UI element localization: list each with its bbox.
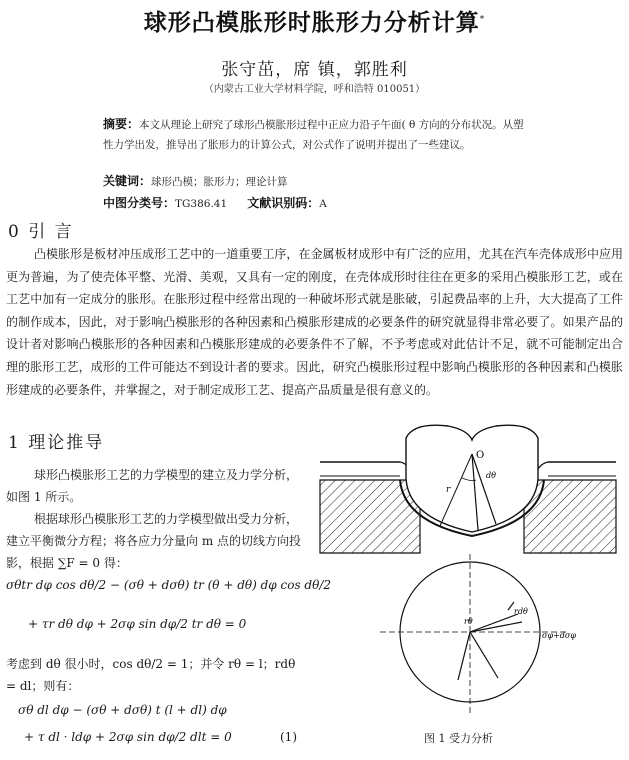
- label-rdtheta: rdθ: [514, 607, 528, 616]
- label-sigma: σφ+dσφ: [542, 631, 576, 640]
- intro-paragraph: 凸模胀形是板材冲压成形工艺中的一道重要工序，在金属板材成形中有广泛的应用，尤其在汽车壳体成形中应用更为普遍，为了使壳体平整、光滑、美观，又具有一定的刚度，在壳体成形时往往在更多的采用凸模胀形工艺，或在工艺中加有一定成分的胀形。在胀形过程中经常出现的一种破坏形式就是胀破，引起费品率的上升，大大提高了工件的制作成本，因此，对于影响凸模胀形的各种因素和凸模胀形建成的必要条件的研究就显得非常必要了。如果产品的设计者对影响凸模胀形的各种因素和凸模胀形建成的必要条件不了解，不予考虑或对此估计不足，就不可能制定出合理的胀形工艺，成形的工件可能达不到设计者的要求。因此，研究凸模胀形过程中影响凸模胀形的各种因素和凸模胀形建成的必要条件，并掌握之，对于制定成形工艺、提高产品质量是很有意义的。: [6, 247, 623, 397]
- abstract: 摘要：本文从理论上研究了球形凸模胀形过程中正应力沿子午面( θ 方向的分布状况。从塑性力学出发，推导出了胀形力的计算公式，对公式作了说明并提出了一些建议。: [103, 117, 524, 151]
- label-o: O: [476, 450, 485, 461]
- die-section: [320, 425, 616, 553]
- classification: 中图分类号：TG386.41 文献识别码：A: [103, 196, 327, 210]
- theory-paragraph-2: 根据球形凸模胀形工艺的力学模型做出受力分析，建立平衡微分方程；将各应力分量向 m 点的切线方向投影，根据 ∑F = 0 得：: [6, 512, 302, 570]
- section-heading-intro: 0 引 言: [8, 222, 74, 242]
- equation-number: (1): [280, 730, 297, 744]
- authors: 张守茁，席 镇，郭胜利: [221, 60, 408, 80]
- affiliation: （内蒙古工业大学材料学院，呼和浩特 010051）: [203, 84, 426, 95]
- section-heading-theory: 1 理论推导: [8, 433, 105, 453]
- circle-view: [380, 554, 566, 714]
- theory-paragraph-3: 考虑到 dθ 很小时，cos dθ/2 = 1；并令 rθ = l；rdθ = dl；则有：: [6, 657, 296, 693]
- equation-2b: + τ dl · ldφ + 2σφ sin dφ/2 dlt = 0: [24, 730, 232, 744]
- figure-1-diagram: [318, 418, 618, 728]
- theory-paragraph-1: 球形凸模胀形工艺的力学模型的建立及力学分析，如图 1 所示。: [6, 468, 299, 504]
- label-r: r: [446, 485, 451, 495]
- figure-caption: 图 1 受力分析: [424, 732, 493, 745]
- keywords: 关键词：球形凸模；胀形力；理论计算: [103, 174, 288, 188]
- label-r2: rθ: [464, 617, 473, 626]
- equation-1a: σθtr dφ cos dθ/2 − (σθ + dσθ) tr (θ + dθ) dφ cos dθ/2: [6, 578, 332, 592]
- label-dtheta: dθ: [486, 471, 496, 480]
- paper-title: 球形凸模胀形时胀形力分析计算*: [143, 10, 486, 36]
- equation-2a: σθ dl dφ − (σθ + dσθ) t (l + dl) dφ: [18, 703, 227, 717]
- equation-1b: + τr dθ dφ + 2σφ sin dφ/2 tr dθ = 0: [28, 617, 247, 631]
